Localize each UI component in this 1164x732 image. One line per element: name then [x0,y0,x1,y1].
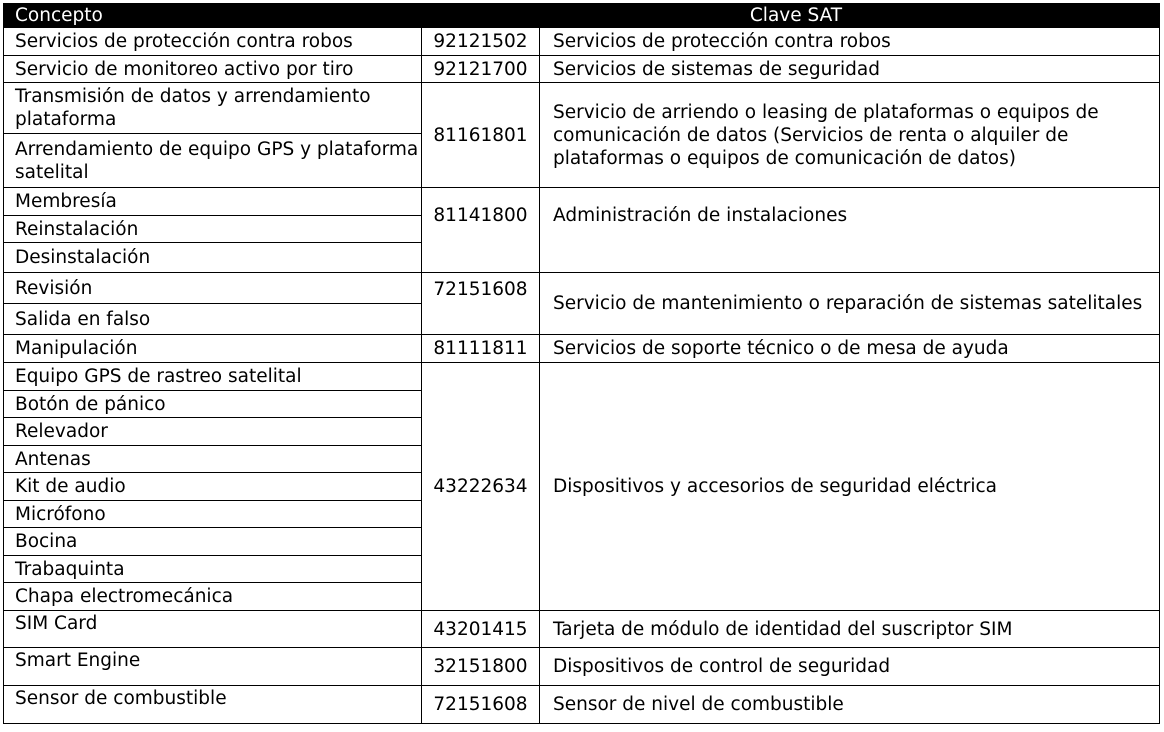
concept-cell: Smart Engine [4,648,422,686]
concept-cell: Trabaquinta [4,556,422,583]
code-cell: 72151608 [422,273,540,335]
description-cell: Sensor de nivel de combustible [540,686,1160,724]
concept-cell: Equipo GPS de rastreo satelital [4,363,422,391]
concept-cell: Membresía [4,188,422,216]
code-cell: 43201415 [422,611,540,648]
concept-cell: Sensor de combustible [4,686,422,724]
description-cell: Servicios de sistemas de seguridad [540,56,1160,83]
concept-cell: Servicios de protección contra robos [4,28,422,56]
code-cell: 81111811 [422,335,540,363]
concept-cell: Revisión [4,273,422,304]
concept-cell: Transmisión de datos y arrendamiento plataforma [4,83,422,134]
code-cell: 92121700 [422,56,540,83]
code-cell: 81141800 [422,188,540,273]
concept-cell: Antenas [4,446,422,473]
concept-cell: Bocina [4,528,422,556]
concept-cell: Salida en falso [4,304,422,335]
table-row [4,273,1160,304]
table-row [4,611,1160,648]
concept-cell: SIM Card [4,611,422,648]
code-cell: 92121502 [422,28,540,56]
concept-cell: Servicio de monitoreo activo por tiro [4,56,422,83]
table-row [4,28,1160,56]
description-cell: Servicio de mantenimiento o reparación de sistemas satelitales [540,273,1160,335]
table-row [4,83,1160,134]
concept-cell: Relevador [4,418,422,446]
concept-cell: Reinstalación [4,216,422,243]
table-row [4,363,1160,391]
header-concepto: Concepto [4,4,422,28]
code-cell: 72151608 [422,686,540,724]
description-cell: Servicios de soporte técnico o de mesa de ayuda [540,335,1160,363]
description-cell: Tarjeta de módulo de identidad del suscriptor SIM [540,611,1160,648]
concept-cell: Chapa electromecánica [4,583,422,611]
concept-cell: Desinstalación [4,243,422,273]
concept-cell: Botón de pánico [4,391,422,418]
table-row [4,335,1160,363]
table-row [4,56,1160,83]
description-cell: Servicios de protección contra robos [540,28,1160,56]
code-cell: 32151800 [422,648,540,686]
description-cell: Servicio de arriendo o leasing de plataformas o equipos de comunicación de datos (Servicios de renta o alquiler de plataformas o equipos de comunicación de datos) [540,83,1160,188]
table-row [4,188,1160,216]
clave-sat-table [3,3,1160,724]
description-cell: Dispositivos y accesorios de seguridad eléctrica [540,363,1160,611]
concept-cell: Micrófono [4,501,422,528]
code-cell: 81161801 [422,83,540,188]
header-clave-sat: Clave SAT [422,4,1160,28]
header-row [4,4,1160,28]
table-row [4,686,1160,724]
concept-cell: Kit de audio [4,473,422,501]
concept-cell: Arrendamiento de equipo GPS y plataforma satelital [4,134,422,188]
table-row [4,648,1160,686]
concept-cell: Manipulación [4,335,422,363]
description-cell: Dispositivos de control de seguridad [540,648,1160,686]
code-cell: 43222634 [422,363,540,611]
description-cell: Administración de instalaciones [540,188,1160,273]
